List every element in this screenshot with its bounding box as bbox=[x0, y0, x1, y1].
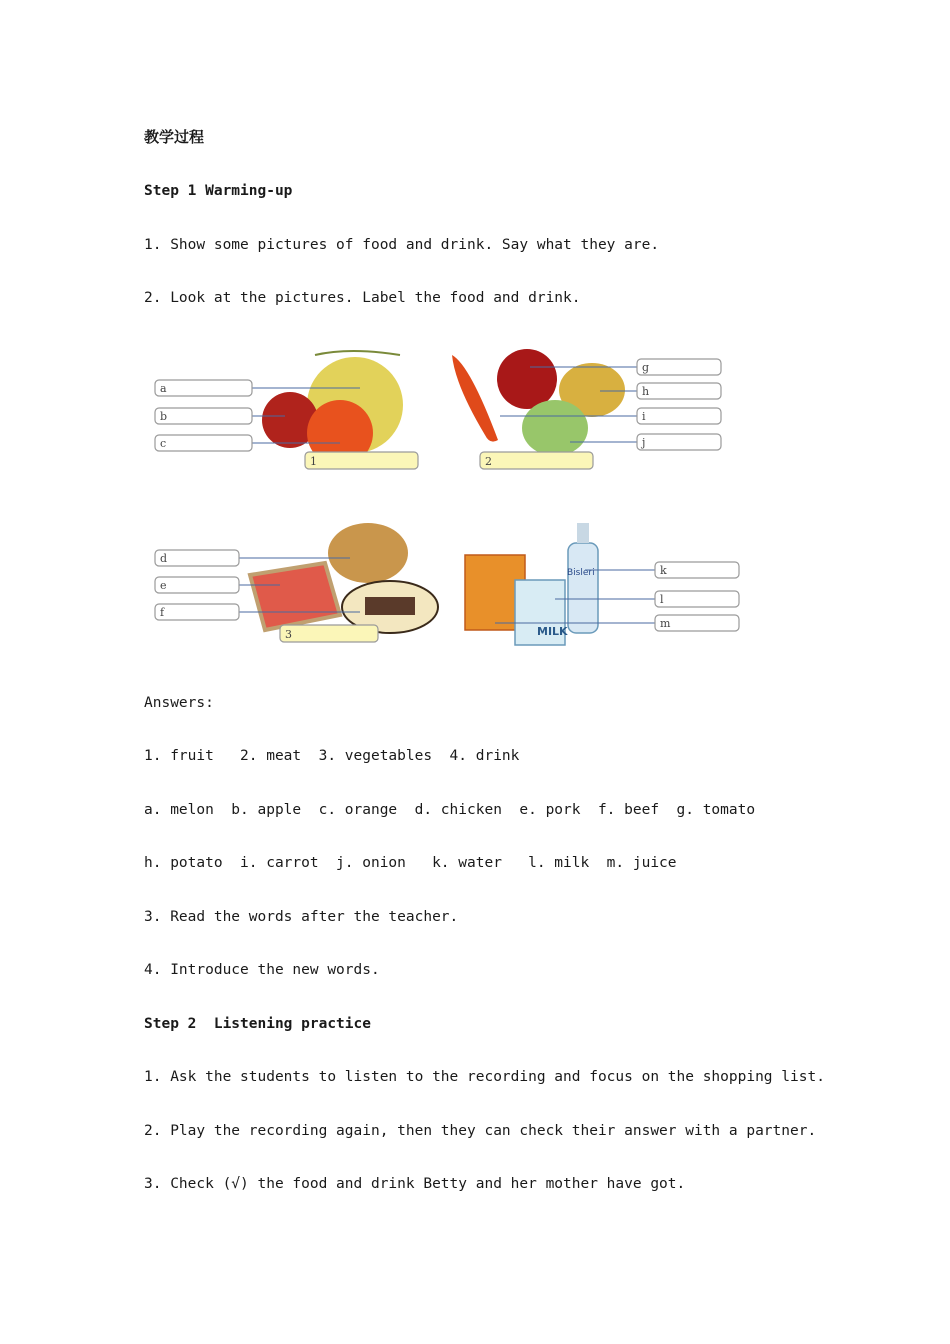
step1-item-1: 1. Show some pictures of food and drink. Say what they are. bbox=[144, 237, 660, 253]
water-bottle-image bbox=[568, 543, 598, 633]
step1-title: Step 1 Warming-up bbox=[144, 183, 293, 199]
label-box-k bbox=[655, 562, 739, 578]
label-d: d bbox=[160, 552, 168, 565]
beef-image bbox=[250, 563, 340, 630]
category-box-1 bbox=[305, 452, 418, 469]
label-k: k bbox=[660, 564, 667, 577]
label-b: b bbox=[160, 410, 168, 423]
label-l: l bbox=[660, 593, 664, 606]
answers-categories: 1. fruit 2. meat 3. vegetables 4. drink bbox=[144, 748, 520, 764]
step1-item-2: 2. Look at the pictures. Label the food and drink. bbox=[144, 290, 581, 306]
label-j: j bbox=[642, 436, 646, 449]
label-box-d bbox=[155, 550, 239, 566]
label-a: a bbox=[160, 382, 167, 395]
answers-labels-a-g: a. melon b. apple c. orange d. chicken e. pork f. beef g. tomato bbox=[144, 802, 756, 818]
step2-item-1: 1. Ask the students to listen to the recording and focus on the shopping list. bbox=[144, 1069, 825, 1085]
label-box-c bbox=[155, 435, 252, 451]
label-box-h bbox=[637, 383, 721, 399]
label-c: c bbox=[160, 437, 167, 450]
label-e: e bbox=[160, 579, 167, 592]
label-box-f bbox=[155, 604, 239, 620]
label-f: f bbox=[160, 606, 165, 619]
drink-picture-panel bbox=[455, 515, 745, 650]
step2-item-2: 2. Play the recording again, then they can check their answer with a partner. bbox=[144, 1123, 817, 1139]
category-number-3: 3 bbox=[285, 628, 292, 641]
category-number-2: 2 bbox=[485, 455, 492, 468]
label-box-j bbox=[637, 434, 721, 450]
label-m: m bbox=[660, 617, 671, 630]
step2-title: Step 2 Listening practice bbox=[144, 1016, 371, 1032]
vegetables-picture-panel bbox=[440, 345, 725, 475]
answers-labels-h-m: h. potato i. carrot j. onion k. water l. milk m. juice bbox=[144, 855, 677, 871]
bottle-brand-text: Bisleri bbox=[567, 568, 595, 578]
milk-carton-text: MILK bbox=[537, 625, 568, 638]
label-box-g bbox=[637, 359, 721, 375]
label-box-i bbox=[637, 408, 721, 424]
fruit-picture-panel bbox=[150, 345, 425, 475]
chicken-image bbox=[328, 523, 408, 583]
tomato-image bbox=[497, 349, 557, 409]
step2-item-3: 3. Check (√) the food and drink Betty and her mother have got. bbox=[144, 1176, 686, 1192]
label-box-l bbox=[655, 591, 739, 607]
label-g: g bbox=[642, 361, 650, 374]
carrot-image bbox=[452, 355, 498, 442]
onion-image bbox=[522, 400, 588, 456]
label-box-a bbox=[155, 380, 252, 396]
answers-title: Answers: bbox=[144, 695, 214, 711]
category-box-3 bbox=[280, 625, 378, 642]
step1-item-3: 3. Read the words after the teacher. bbox=[144, 909, 459, 925]
page-heading: 教学过程 bbox=[144, 128, 205, 146]
label-box-b bbox=[155, 408, 252, 424]
category-box-2 bbox=[480, 452, 593, 469]
label-h: h bbox=[642, 385, 650, 398]
meat-picture-panel bbox=[150, 515, 445, 650]
category-number-1: 1 bbox=[310, 455, 317, 468]
step1-item-4: 4. Introduce the new words. bbox=[144, 962, 380, 978]
label-i: i bbox=[642, 410, 646, 423]
label-box-e bbox=[155, 577, 239, 593]
